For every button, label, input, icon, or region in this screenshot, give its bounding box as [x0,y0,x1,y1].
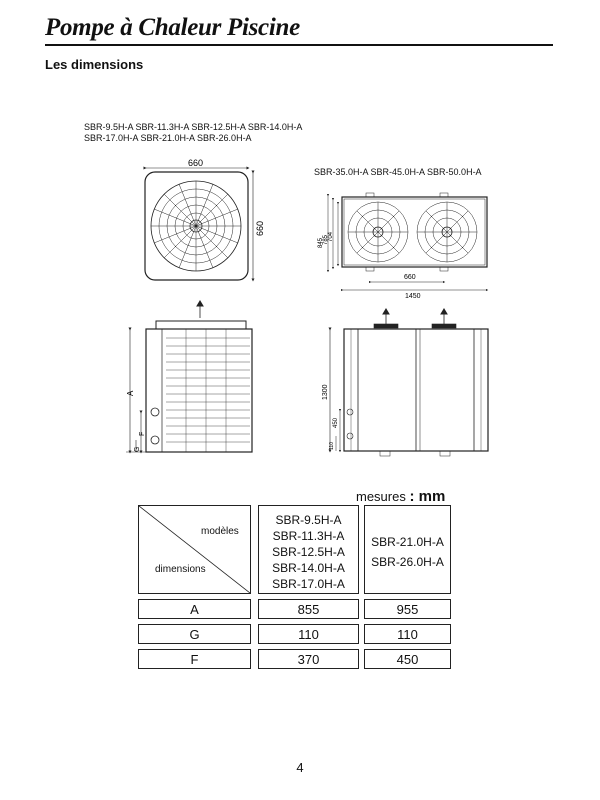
table-cell [258,649,359,669]
col2-model: SBR-21.0H-A [371,535,444,549]
top-view-small-unit [145,168,253,280]
fan-grille-right [417,202,477,262]
col1-model: SBR-11.3H-A [272,529,345,543]
units-label [356,488,445,505]
row-label: G [189,627,200,642]
table-header-col2 [364,505,451,594]
col2-model: SBR-26.0H-A [371,555,444,569]
models-group1-line2: SBR-17.0H-A SBR-21.0H-A SBR-26.0H-A [84,133,252,143]
page-number: 4 [296,760,304,775]
dim-big-h3: 704 [328,231,334,242]
col1-model: SBR-14.0H-A [272,561,345,575]
dim-big-height: 1300 [322,384,329,400]
fan-grille-large [151,181,241,271]
row-value-col2: 955 [396,602,419,617]
header-models-label: modèles [201,526,239,537]
dim-big-110: 110 [329,442,335,450]
row-label: A [190,602,199,617]
table-cell [364,649,451,669]
table-row-label-cell [138,649,251,669]
table-cell [258,599,359,619]
header-diagonal [139,506,250,593]
dim-big-fan-spacing: 660 [404,274,416,281]
models-group1-line1: SBR-9.5H-A SBR-11.3H-A SBR-12.5H-A SBR-14.0H-A [84,122,303,132]
table-header-diagonal-cell [138,505,251,594]
col1-model: SBR-9.5H-A [275,513,342,527]
dim-top-height: 660 [255,220,265,236]
table-header-col1 [258,505,359,594]
dim-top-width: 660 [188,158,204,168]
dim-big-h2: 785 [323,234,329,245]
page-title: Pompe à Chaleur Piscine [45,14,300,41]
dim-side-f: F [139,431,146,436]
table-cell [364,624,451,644]
table-row-label-cell [138,599,251,619]
row-value-col1: 855 [297,602,320,617]
side-view-large-unit [330,309,488,456]
row-value-col1: 370 [297,652,320,667]
dim-big-450: 450 [333,417,339,428]
side-view-small-unit [126,301,252,452]
row-label: F [190,652,199,667]
dim-side-g: G [134,446,141,452]
section-heading: Les dimensions [45,57,144,72]
dim-big-h1: 845 [318,237,324,248]
dim-big-width: 1450 [405,293,421,300]
row-value-col2: 110 [397,627,418,642]
models-group2: SBR-35.0H-A SBR-45.0H-A SBR-50.0H-A [314,167,482,177]
table-cell [258,624,359,644]
col1-model: SBR-17.0H-A [272,577,345,591]
col1-model: SBR-12.5H-A [272,545,345,559]
row-value-col2: 450 [396,652,419,667]
dim-side-a: A [126,390,135,396]
table-cell [364,599,451,619]
fan-grille-left [348,202,408,262]
units-label-text: mesures [356,489,406,504]
table-row-label-cell [138,624,251,644]
header-dimensions-label: dimensions [155,564,206,575]
units-value: : mm [409,488,446,505]
row-value-col1: 110 [298,627,319,642]
